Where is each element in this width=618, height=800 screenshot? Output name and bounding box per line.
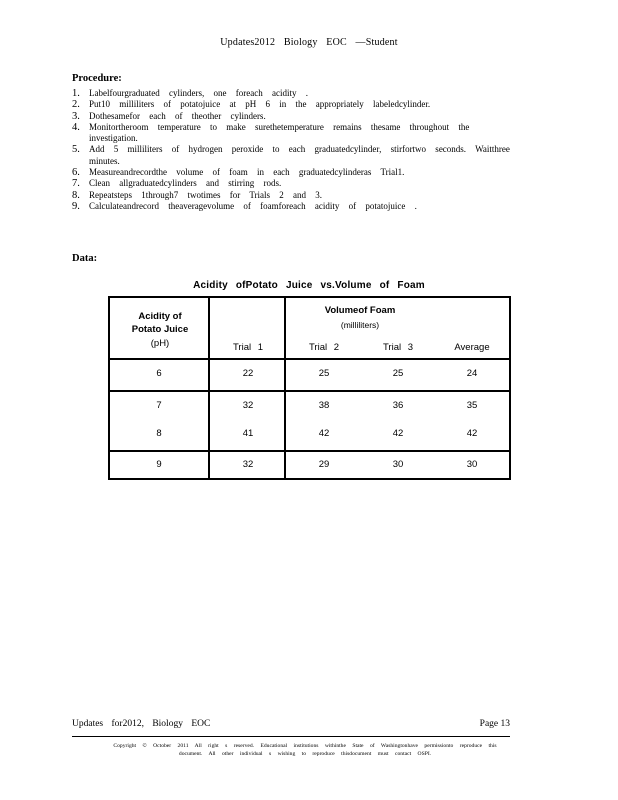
average-cell: 30 — [466, 459, 478, 470]
procedure-step — [72, 201, 512, 212]
step-number: 3. — [72, 110, 80, 122]
trial-3-cell: 30 — [392, 459, 404, 470]
step-number: 2. — [72, 99, 80, 111]
trial-1-cell: 32 — [242, 459, 254, 470]
step-text: Add 5 milliliters of hydrogen peroxide to each graduatedcylinder, stirfortwo seconds. Waitthree minutes. — [89, 144, 510, 166]
trial-3-header: Trial 3 — [382, 342, 414, 353]
trial-3-cell: 36 — [392, 400, 404, 411]
row-rule — [110, 450, 509, 452]
acidity-header — [110, 310, 210, 336]
copyright-notice — [82, 742, 528, 758]
step-text: Calculateandrecord theaveragevolume of foamforeach acidity of potatojuice . — [89, 200, 417, 211]
volume-header: Volumeof Foam — [324, 305, 396, 316]
trial-2-header: Trial 2 — [308, 342, 340, 353]
trial-1-cell: 32 — [242, 400, 254, 411]
ph-cell: 7 — [156, 400, 162, 411]
trial-2-cell: 25 — [318, 368, 330, 379]
step-text: Clean allgraduatedcylinders and stirring rods. — [89, 178, 282, 189]
procedure-step — [72, 178, 512, 189]
step-text: Repeatsteps 1through7 twotimes for Trials 2 and 3. — [89, 189, 322, 200]
copyright-line-1: Copyright © October 2011 All right s reserved. Educational institutions withinthe State of Washingtonhave permissionto reproduce this — [113, 743, 497, 749]
procedure-step — [72, 99, 512, 110]
data-table — [108, 296, 511, 480]
trial-2-cell: 42 — [318, 428, 330, 439]
header-rule — [110, 358, 509, 360]
acidity-unit: (pH) — [150, 338, 170, 349]
ph-cell: 6 — [156, 368, 162, 379]
procedure-step — [72, 144, 512, 167]
trial-3-cell: 25 — [392, 368, 404, 379]
step-number: 9. — [72, 200, 80, 212]
step-text: Monitortheroom temperature to make surethetemperature remains thesame throughout the investigation. — [89, 121, 470, 144]
footer-title: Updates for2012, Biology EOC — [72, 719, 211, 729]
average-cell: 42 — [466, 428, 478, 439]
acidity-header-line2: Potato Juice — [131, 324, 189, 335]
row-rule — [110, 390, 509, 392]
page-footer — [72, 719, 510, 729]
procedure-step — [72, 88, 512, 99]
procedure-step — [72, 122, 512, 145]
step-number: 6. — [72, 167, 80, 179]
step-number: 5. — [72, 144, 80, 156]
page-number: Page 13 — [479, 719, 510, 729]
step-text: Dothesamefor each of theother cylinders. — [89, 110, 266, 121]
table-title: Acidity ofPotato Juice vs.Volume of Foam — [193, 280, 425, 291]
step-text: Put10 milliliters of potatojuice at pH 6 in the appropriately labeledcylinder. — [89, 99, 431, 110]
procedure-step — [72, 190, 512, 201]
trial-1-header: Trial 1 — [232, 342, 264, 353]
trial-1-cell: 41 — [242, 428, 254, 439]
procedure-heading: Procedure: — [72, 73, 122, 84]
procedure-steps — [72, 88, 512, 212]
trial-3-cell: 42 — [392, 428, 404, 439]
step-number: 7. — [72, 178, 80, 190]
step-text: Labelfourgraduated cylinders, one foreach acidity . — [89, 88, 309, 98]
trial-1-cell: 22 — [242, 368, 254, 379]
acidity-header-line1: Acidity of — [138, 311, 182, 322]
step-number: 1. — [72, 88, 80, 99]
volume-unit: (milliliters) — [340, 320, 380, 330]
step-number: 8. — [72, 189, 80, 201]
step-text: Measureandrecordthe volume of foam in each graduatedcylinderas Trial1. — [89, 167, 405, 178]
page-header: Updates2012 Biology EOC —Student — [220, 37, 398, 48]
procedure-step — [72, 167, 512, 178]
data-heading: Data: — [72, 253, 98, 264]
copyright-line-2: document. All other individual s wishing to reproduce thisdocument must contact OSPI. — [178, 751, 432, 757]
trial-2-cell: 29 — [318, 459, 330, 470]
footer-divider — [72, 736, 510, 737]
ph-cell: 9 — [156, 459, 162, 470]
trial-2-cell: 38 — [318, 400, 330, 411]
average-cell: 24 — [466, 368, 478, 379]
average-header: Average — [454, 342, 490, 353]
procedure-step — [72, 111, 512, 122]
average-cell: 35 — [466, 400, 478, 411]
step-number: 4. — [72, 121, 80, 133]
ph-cell: 8 — [156, 428, 162, 439]
